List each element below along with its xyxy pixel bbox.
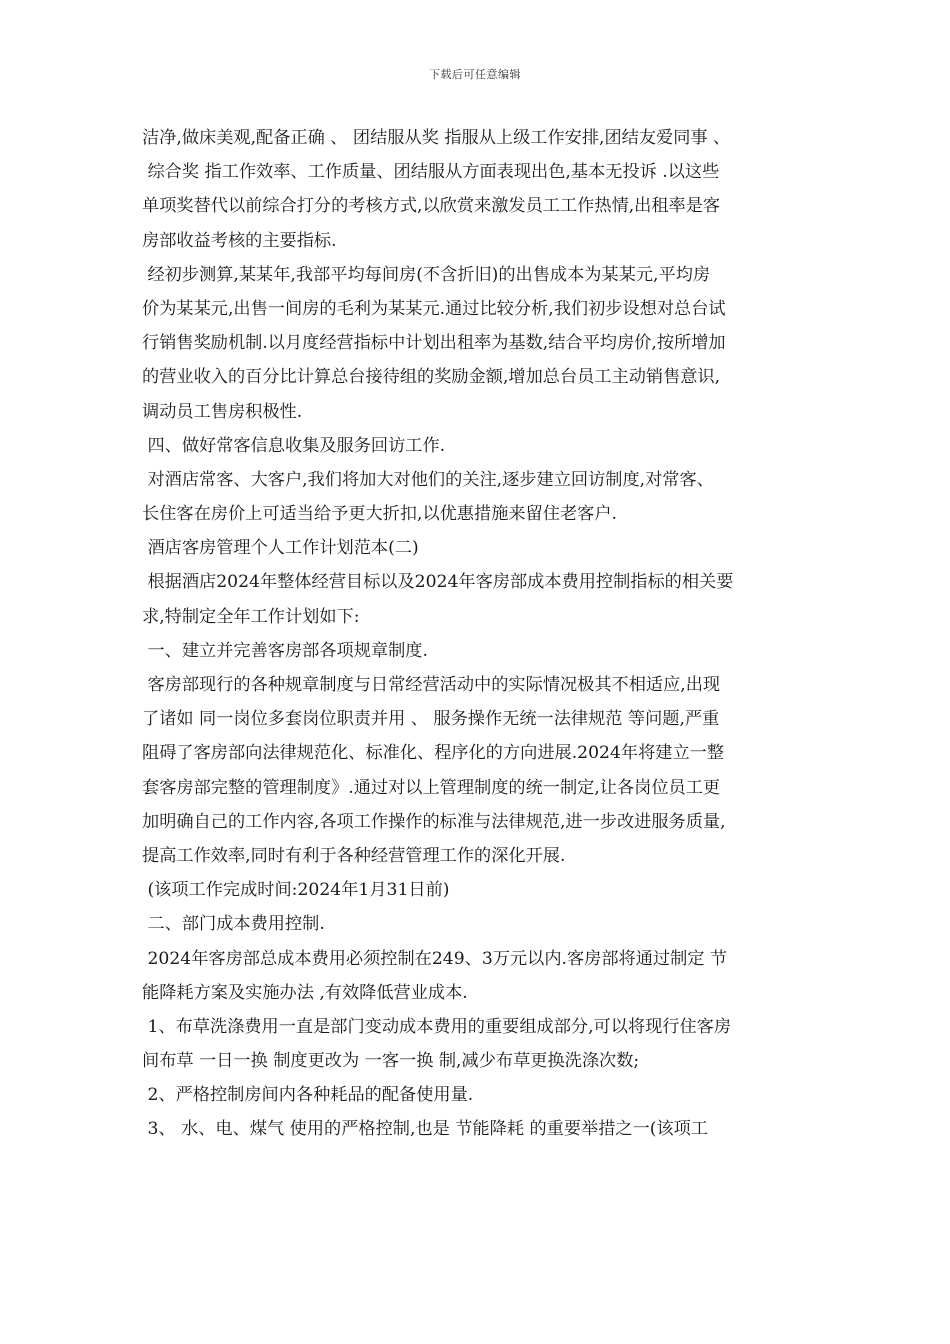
text-line: 提高工作效率,同时有利于各种经营管理工作的深化开展. (142, 845, 566, 866)
text-line: 对酒店常客、大客户,我们将加大对他们的关注,逐步建立回访制度,对常客、 (142, 469, 714, 490)
text-line: 调动员工售房积极性. (142, 401, 303, 422)
page-header: 下载后可任意编辑 (429, 68, 521, 81)
text-line: 加明确自己的工作内容,各项工作操作的标准与法律规范,进一步改进服务质量, (142, 811, 726, 832)
text-line: 求,特制定全年工作计划如下: (142, 606, 360, 627)
text-line: 房部收益考核的主要指标. (142, 230, 337, 251)
text-line: 了诸如 同一岗位多套岗位职责并用 、 服务操作无统一法律规范 等问题,严重 (142, 709, 720, 730)
text-line: 单项奖替代以前综合打分的考核方式,以欣赏来激发员工工作热情,出租率是客 (142, 196, 721, 217)
text-line: 根据酒店2024年整体经营目标以及2024年客房部成本费用控制指标的相关要 (142, 572, 734, 593)
text-line: 阻碍了客房部向法律规范化、标准化、程序化的方向进展.2024年将建立一整 (142, 743, 725, 764)
text-line: 长住客在房价上可适当给予更大折扣,以优惠措施来留住老客户. (142, 504, 617, 525)
text-line: 经初步测算,某某年,我部平均每间房(不含折旧)的出售成本为某某元,平均房 (142, 264, 711, 285)
text-line: 综合奖 指工作效率、工作质量、团结服从方面表现出色,基本无投诉 .以这些 (142, 162, 720, 183)
text-line: 3、 水、电、煤气 使用的严格控制,也是 节能降耗 的重要举措之一(该项工 (142, 1119, 709, 1140)
text-line: 行销售奖励机制.以月度经营指标中计划出租率为基数,结合平均房价,按所增加 (142, 333, 726, 354)
text-line: 能降耗方案及实施办法 ,有效降低营业成本. (142, 982, 468, 1003)
section-heading: 二、部门成本费用控制. (142, 914, 325, 935)
text-line: 2、严格控制房间内各种耗品的配备使用量. (142, 1085, 474, 1106)
text-line: 套客房部完整的管理制度》.通过对以上管理制度的统一制定,让各岗位员工更 (142, 777, 721, 798)
text-line: 客房部现行的各种规章制度与日常经营活动中的实际情况极其不相适应,出现 (142, 675, 721, 695)
section-heading: 一、建立并完善客房部各项规章制度. (142, 640, 428, 661)
document-subtitle: 酒店客房管理个人工作计划范本(二) (142, 538, 419, 559)
text-line: 1、布草洗涤费用一直是部门变动成本费用的重要组成部分,可以将现行住客房 (142, 1016, 732, 1037)
text-line: (该项工作完成时间:2024年1月31日前) (142, 880, 450, 901)
text-line: 间布草 一日一换 制度更改为 一客一换 制,减少布草更换洗涤次数; (142, 1051, 640, 1072)
text-line: 价为某某元,出售一间房的毛利为某某元.通过比较分析,我们初步设想对总台试 (142, 298, 726, 319)
text-line: 2024年客房部总成本费用必须控制在249、3万元以内.客房部将通过制定 节 (142, 948, 728, 969)
text-line: 的营业收入的百分比计算总台接待组的奖励金额,增加总台员工主动销售意识, (142, 367, 721, 388)
text-line: 洁净,做床美观,配备正确 、 团结服从奖 指服从上级工作安排,团结友爱同事 、 (142, 128, 731, 148)
section-heading: 四、做好常客信息收集及服务回访工作. (142, 435, 446, 456)
document-body (142, 121, 822, 1147)
